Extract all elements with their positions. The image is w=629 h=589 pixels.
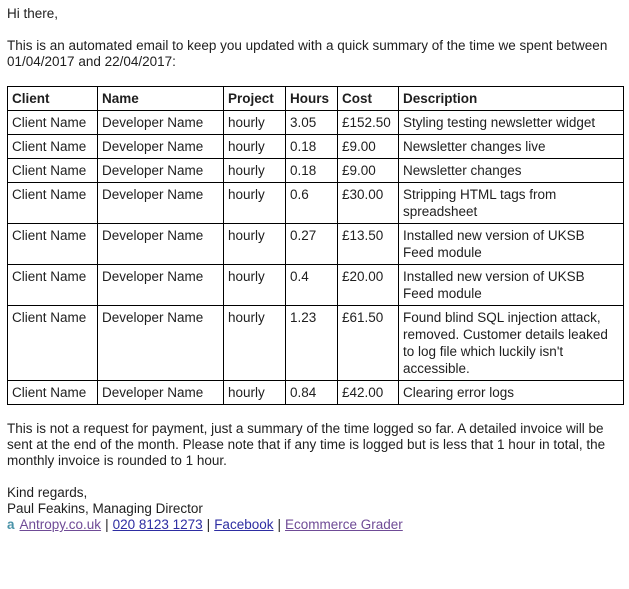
table-row (8, 306, 624, 381)
table-cell: Styling testing newsletter widget (399, 111, 624, 135)
link-020-8123-1273[interactable]: 020 8123 1273 (112, 517, 203, 532)
table-cell: 0.27 (286, 224, 338, 265)
link-antropy-co-uk[interactable]: Antropy.co.uk (19, 517, 102, 532)
separator: | (105, 517, 109, 532)
table-cell: Client Name (8, 183, 98, 224)
table-header-cell: Description (399, 87, 624, 111)
table-cell: Developer Name (98, 306, 224, 381)
table-cell: Developer Name (98, 183, 224, 224)
table-cell: hourly (224, 111, 286, 135)
table-cell: hourly (224, 135, 286, 159)
table-cell: Client Name (8, 224, 98, 265)
table-row (8, 265, 624, 306)
table-cell: Client Name (8, 135, 98, 159)
signature: Paul Feakins, Managing Director (7, 501, 203, 516)
table-cell: 1.23 (286, 306, 338, 381)
table-header-cell: Hours (286, 87, 338, 111)
table-cell: hourly (224, 381, 286, 405)
table-cell: £30.00 (338, 183, 399, 224)
link-ecommerce-grader[interactable]: Ecommerce Grader (285, 517, 403, 532)
table-cell: Client Name (8, 265, 98, 306)
table-row (8, 111, 624, 135)
table-cell: 3.05 (286, 111, 338, 135)
table-cell: £152.50 (338, 111, 399, 135)
table-cell: hourly (224, 183, 286, 224)
table-cell: Newsletter changes (399, 159, 624, 183)
table-cell: hourly (224, 159, 286, 183)
table-cell: Installed new version of UKSB Feed module (399, 224, 624, 265)
table-cell: £13.50 (338, 224, 399, 265)
table-cell: Installed new version of UKSB Feed module (399, 265, 624, 306)
table-cell: £61.50 (338, 306, 399, 381)
table-cell: Stripping HTML tags from spreadsheet (399, 183, 624, 224)
table-cell: Client Name (8, 381, 98, 405)
time-summary-table (7, 86, 624, 405)
table-cell: Developer Name (98, 381, 224, 405)
link-facebook[interactable]: Facebook (214, 517, 274, 532)
table-cell: £9.00 (338, 135, 399, 159)
table-header-row (8, 87, 624, 111)
table-header-cell: Project (224, 87, 286, 111)
table-cell: Developer Name (98, 111, 224, 135)
table-cell: £20.00 (338, 265, 399, 306)
table-cell: Client Name (8, 306, 98, 381)
table-cell: Clearing error logs (399, 381, 624, 405)
signoff: Kind regards, (7, 485, 88, 500)
table-cell: 0.6 (286, 183, 338, 224)
table-cell: 0.4 (286, 265, 338, 306)
table-cell: Developer Name (98, 265, 224, 306)
table-cell: Developer Name (98, 135, 224, 159)
table-cell: hourly (224, 224, 286, 265)
table-cell: Client Name (8, 159, 98, 183)
signature-links (7, 517, 622, 533)
table-cell: £42.00 (338, 381, 399, 405)
table-cell: Client Name (8, 111, 98, 135)
separator: | (277, 517, 281, 532)
table-row (8, 135, 624, 159)
table-cell: £9.00 (338, 159, 399, 183)
table-cell: Newsletter changes live (399, 135, 624, 159)
table-header-cell: Client (8, 87, 98, 111)
table-cell: hourly (224, 265, 286, 306)
table-header-cell: Cost (338, 87, 399, 111)
table-header-cell: Name (98, 87, 224, 111)
table-cell: 0.18 (286, 159, 338, 183)
table-row (8, 381, 624, 405)
table-row (8, 183, 624, 224)
signature-block (7, 485, 622, 533)
outro-paragraph: This is not a request for payment, just a summary of the time logged so far. A detailed invoice will be sent at the end of the month. Please note that if any time is logged but is less that 1 hour in total, the monthly invoice is rounded to 1 hour. (7, 421, 606, 468)
table-row (8, 224, 624, 265)
table-cell: Developer Name (98, 224, 224, 265)
table-cell: Found blind SQL injection attack, removed. Customer details leaked to log file which luckily isn't accessible. (399, 306, 624, 381)
antropy-logo: a (7, 517, 15, 532)
intro-paragraph: This is an automated email to keep you updated with a quick summary of the time we spent between 01/04/2017 and 22/04/2017: (7, 38, 608, 69)
table-cell: hourly (224, 306, 286, 381)
greeting: Hi there, (7, 6, 59, 21)
separator: | (206, 517, 211, 532)
table-cell: 0.18 (286, 135, 338, 159)
table-cell: Developer Name (98, 159, 224, 183)
table-cell: 0.84 (286, 381, 338, 405)
table-row (8, 159, 624, 183)
